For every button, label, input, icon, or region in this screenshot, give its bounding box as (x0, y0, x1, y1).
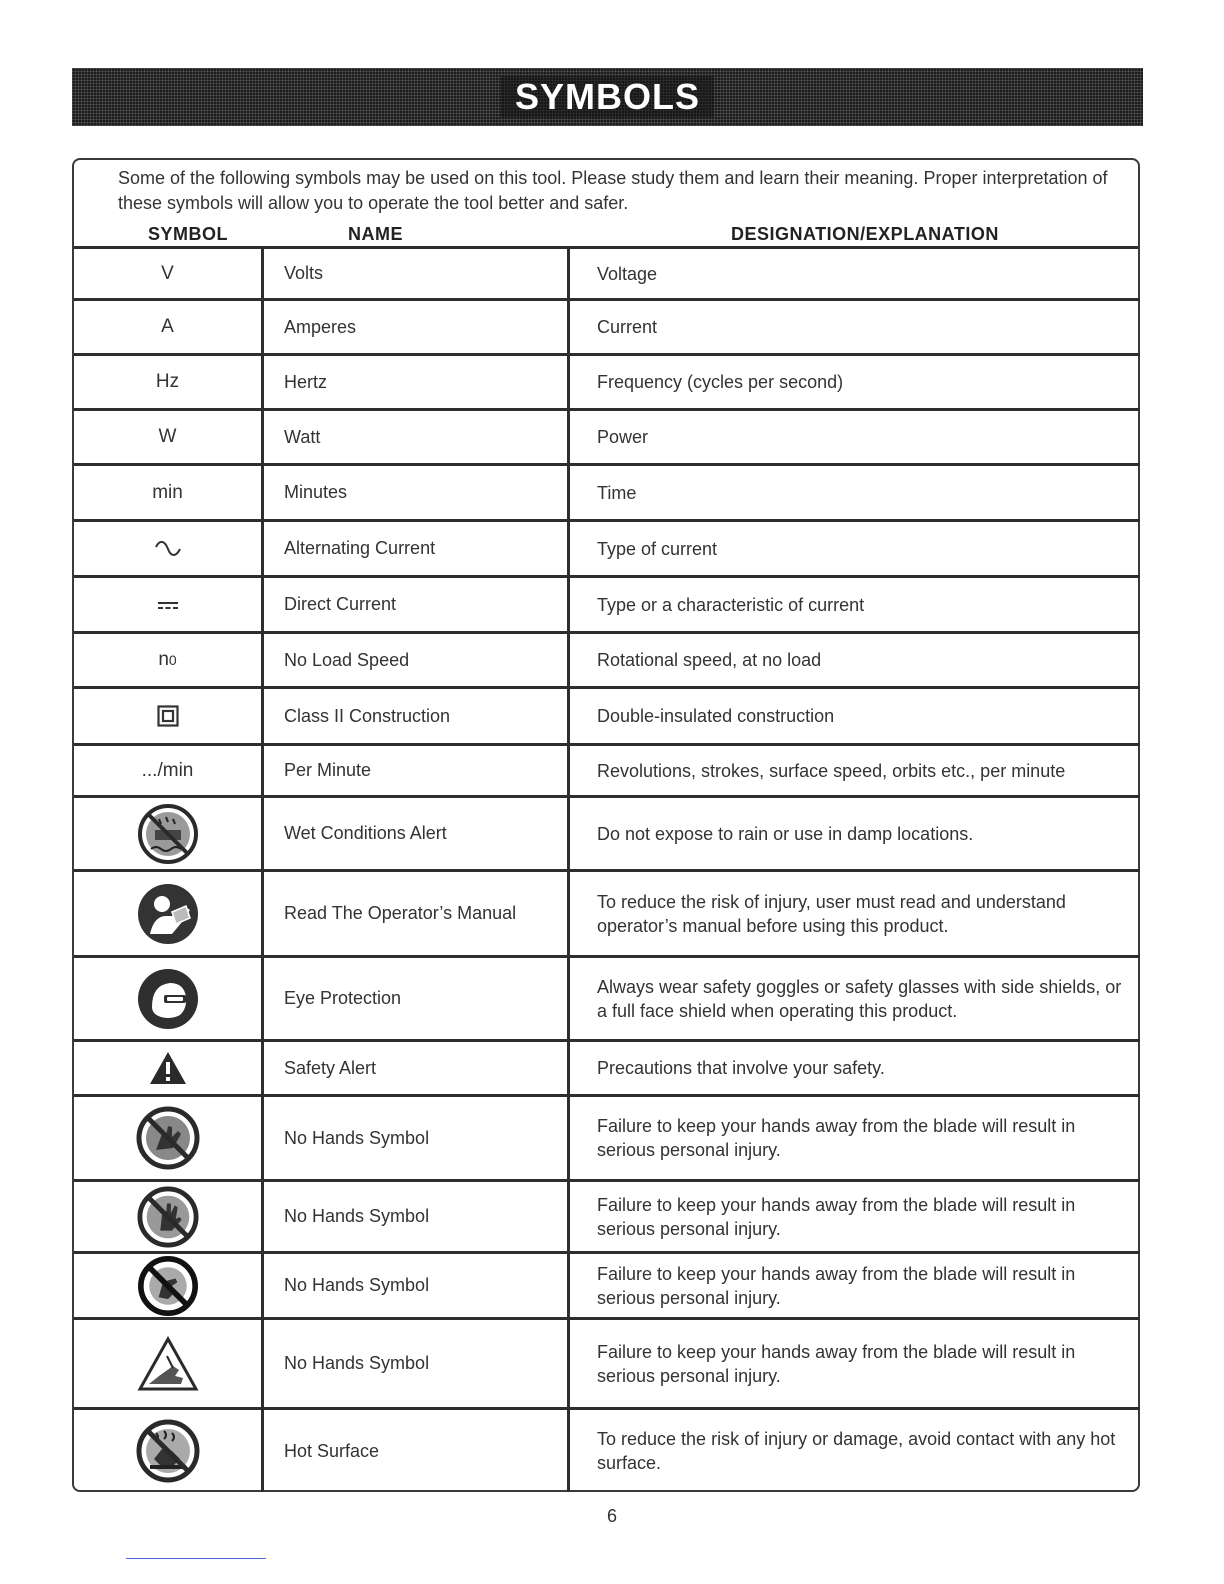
symbol-cell (74, 249, 264, 298)
name-cell (264, 1410, 570, 1492)
name-cell (264, 798, 570, 869)
table-row (74, 746, 1140, 798)
name-cell (264, 872, 570, 955)
desc-text: Time (597, 482, 637, 503)
page-title: SYMBOLS (501, 76, 714, 118)
symbol-cell (74, 522, 264, 575)
desc-text: Failure to keep your hands away from the blade will result in serious personal injury. (597, 1341, 1076, 1386)
no-hands-icon (138, 1256, 198, 1316)
symbol-text: V (161, 262, 174, 284)
name-text: Read The Operator’s Manual (284, 903, 517, 923)
page-number: 6 (606, 1506, 617, 1526)
desc-cell (573, 411, 1140, 463)
symbol-text: min (152, 481, 183, 503)
desc-text: Always wear safety goggles or safety glasses with side shields, or a full face shield when operating this product. (597, 976, 1122, 1021)
name-cell (264, 634, 570, 686)
table-row (74, 1097, 1140, 1182)
desc-cell (573, 578, 1140, 631)
name-text: Eye Protection (284, 988, 402, 1008)
name-text: Hot Surface (284, 1440, 380, 1461)
column-header-designation: DESIGNATION/EXPLANATION (731, 224, 999, 244)
table-row (74, 249, 1140, 301)
name-cell (264, 522, 570, 575)
alternating-current-icon (153, 539, 183, 559)
name-text: Amperes (284, 316, 357, 337)
name-text: No Hands Symbol (284, 1127, 430, 1148)
name-cell (264, 958, 570, 1039)
table-row (74, 872, 1140, 958)
table-row (74, 1182, 1140, 1254)
symbol-text: Hz (155, 371, 180, 392)
desc-text: Failure to keep your hands away from the blade will result in serious personal injury. (597, 1116, 1076, 1160)
table-row (74, 1254, 1140, 1320)
table-row (74, 411, 1140, 466)
name-cell (264, 689, 570, 743)
name-cell (264, 249, 570, 298)
desc-text: Failure to keep your hands away from the blade will result in serious personal injury. (597, 1194, 1076, 1239)
table-row (74, 356, 1140, 411)
name-text: Per Minute (284, 760, 372, 780)
hot-surface-icon (136, 1419, 200, 1483)
symbol-subscript: 0 (168, 652, 177, 668)
class-ii-construction-icon (157, 705, 179, 727)
desc-text: To reduce the risk of injury or damage, avoid contact with any hot surface. (597, 1429, 1116, 1473)
table-row (74, 1410, 1140, 1492)
desc-text: To reduce the risk of injury, user must read and understand operator’s manual before using this product. (597, 891, 1066, 936)
safety-alert-icon (148, 1050, 188, 1086)
name-cell (264, 746, 570, 795)
desc-cell (573, 1182, 1140, 1251)
symbol-cell (74, 958, 264, 1039)
desc-text: Do not expose to rain or use in damp locations. (597, 823, 974, 844)
name-text: Wet Conditions Alert (284, 823, 447, 843)
intro-text: Some of the following symbols may be used on this tool. Please study them and learn their meaning. Proper interpretation of these symbols will allow you to operate the tool better and safer. (118, 168, 1108, 213)
symbol-cell (74, 301, 264, 353)
name-cell (264, 578, 570, 631)
symbol-cell (74, 1320, 264, 1407)
name-text: Minutes (284, 482, 348, 502)
name-cell (264, 466, 570, 519)
desc-text: Failure to keep your hands away from the blade will result in serious personal injury. (597, 1263, 1076, 1308)
column-header-symbol: SYMBOL (148, 224, 229, 244)
table-row (74, 1320, 1140, 1410)
name-cell (264, 301, 570, 353)
name-text: No Hands Symbol (284, 1353, 430, 1373)
desc-cell (573, 1097, 1140, 1179)
name-text: Alternating Current (284, 538, 436, 558)
name-cell (264, 411, 570, 463)
table-row (74, 634, 1140, 689)
desc-cell (573, 1410, 1140, 1492)
symbol-cell (74, 872, 264, 955)
symbol-cell (74, 634, 264, 686)
desc-cell (573, 466, 1140, 519)
symbol-cell (74, 1410, 264, 1492)
desc-cell (573, 1042, 1140, 1094)
symbol-text: n (158, 649, 169, 670)
table-row (74, 301, 1140, 356)
desc-text: Voltage (597, 263, 658, 284)
desc-cell (573, 634, 1140, 686)
name-text: Safety Alert (284, 1057, 377, 1078)
symbol-cell (74, 1042, 264, 1094)
name-text: No Hands Symbol (284, 1275, 430, 1295)
direct-current-icon (157, 600, 179, 610)
read-manual-icon (136, 882, 200, 946)
name-text: Class II Construction (284, 705, 451, 726)
desc-cell (573, 689, 1140, 743)
desc-text: Double-insulated construction (597, 706, 835, 726)
no-hands-icon (136, 1106, 200, 1170)
desc-text: Type or a characteristic of current (597, 594, 865, 615)
name-cell (264, 1182, 570, 1251)
name-cell (264, 356, 570, 408)
desc-cell (573, 301, 1140, 353)
desc-cell (573, 356, 1140, 408)
name-text: No Hands Symbol (284, 1206, 430, 1226)
footer-rule (126, 1558, 266, 1559)
name-cell (264, 1042, 570, 1094)
name-text: Watt (284, 426, 321, 447)
table-row (74, 1042, 1140, 1097)
symbol-cell (74, 356, 264, 408)
desc-text: Precautions that involve your safety. (597, 1058, 885, 1078)
desc-text: Power (597, 427, 649, 447)
eye-protection-icon (136, 967, 200, 1031)
symbol-text: .../min (141, 759, 194, 781)
desc-text: Revolutions, strokes, surface speed, orbits etc., per minute (597, 760, 1066, 781)
desc-cell (573, 746, 1140, 795)
name-cell (264, 1254, 570, 1317)
symbol-text: W (158, 426, 177, 447)
symbol-cell (74, 746, 264, 795)
name-text: Hertz (284, 371, 328, 392)
no-hands-icon (137, 1186, 199, 1248)
symbol-cell (74, 1182, 264, 1251)
name-text: Direct Current (284, 594, 397, 614)
table-row (74, 466, 1140, 522)
desc-cell (573, 522, 1140, 575)
wet-conditions-icon (137, 803, 199, 865)
symbol-cell (74, 1097, 264, 1179)
desc-cell (573, 249, 1140, 298)
desc-text: Frequency (cycles per second) (597, 372, 844, 392)
no-hands-triangle-icon (137, 1336, 199, 1392)
table-row (74, 689, 1140, 746)
symbol-cell (74, 466, 264, 519)
table-row (74, 798, 1140, 872)
name-text: No Load Speed (284, 649, 410, 670)
desc-text: Type of current (597, 538, 718, 559)
symbol-text: A (161, 316, 174, 337)
desc-cell (573, 1254, 1140, 1317)
desc-cell (573, 958, 1140, 1039)
desc-text: Current (597, 317, 658, 337)
title-banner (72, 68, 1143, 126)
symbol-cell (74, 1254, 264, 1317)
table-row (74, 578, 1140, 634)
column-header-name: NAME (348, 224, 403, 244)
name-text: Volts (284, 263, 324, 283)
name-cell (264, 1320, 570, 1407)
symbol-cell (74, 578, 264, 631)
name-cell (264, 1097, 570, 1179)
desc-cell (573, 1320, 1140, 1407)
symbol-cell (74, 411, 264, 463)
symbol-cell (74, 689, 264, 743)
desc-cell (573, 798, 1140, 869)
desc-text: Rotational speed, at no load (597, 650, 822, 670)
table-row (74, 522, 1140, 578)
desc-cell (573, 872, 1140, 955)
symbol-cell (74, 798, 264, 869)
table-row (74, 958, 1140, 1042)
